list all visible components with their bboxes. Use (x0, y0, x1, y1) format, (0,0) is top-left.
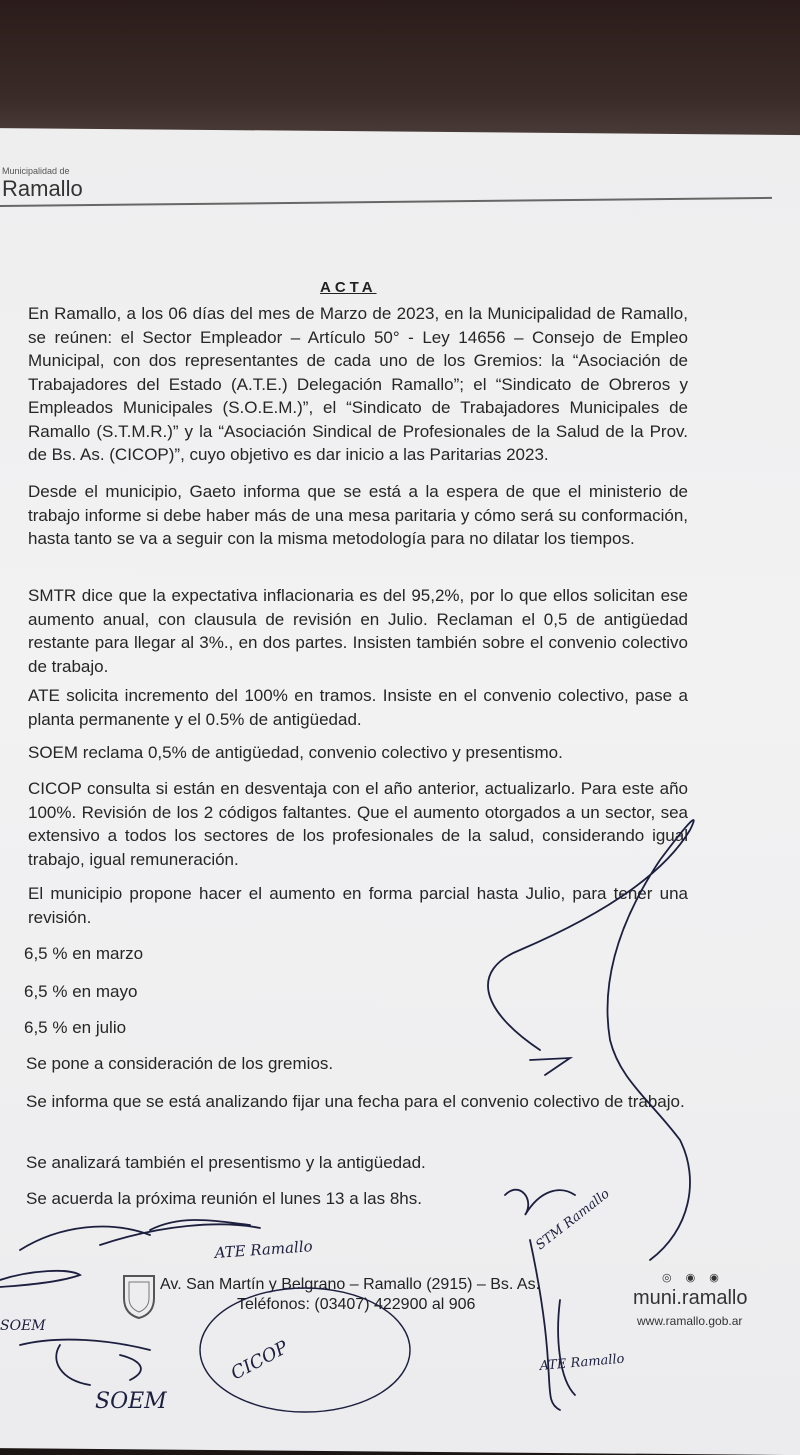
paragraph-smtr: SMTR dice que la expectativa inflacionaria es del 95,2%, por lo que ellos solicitan ese aumento anual, con clausula de revisión en Julio. Reclaman el 0,5 de antigüedad restante para llegar al 3%., en dos partes. Insisten también sobre el convenio colectivo de trabajo. (28, 586, 688, 676)
paragraph-ate: ATE solicita incremento del 100% en tramos. Insiste en el convenio colectivo, pase a planta permanente y el 0.5% de antigüedad. (28, 686, 688, 729)
increment-item: 6,5 % en mayo (24, 982, 138, 1001)
paragraph-cicop: CICOP consulta si están en desventaja con el año anterior, actualizarlo. Para este año 100%. Revisión de los 2 códigos faltantes. Que el aumento otorgados a un sector, sea extensivo a todos los sectores de los profesionales de la salud, considerando igual trabajo, igual remuneración. (28, 779, 688, 869)
paragraph-soem: SOEM reclama 0,5% de antigüedad, convenio colectivo y presentismo. (28, 743, 563, 762)
twitter-icon: ◉ (685, 1272, 710, 1284)
closing-line: Se informa que se está analizando fijar una fecha para el convenio colectivo de trabajo. (26, 1092, 685, 1111)
closing-line: Se pone a consideración de los gremios. (26, 1054, 334, 1073)
handwritten-ate-bottom: ATE Ramallo (539, 1351, 626, 1374)
handwritten-stmr: STM Ramallo (533, 1186, 613, 1254)
footer-address: Av. San Martín y Belgrano – Ramallo (2915) – Bs. As. (160, 1276, 541, 1293)
handwritten-soem-left: SOEM (0, 1318, 46, 1334)
handwritten-cicop: CICOP (227, 1336, 292, 1385)
increment-item: 6,5 % en marzo (24, 944, 144, 963)
paragraph-propuesta: El municipio propone hacer el aumento en forma parcial hasta Julio, para tener una revisión. (28, 884, 688, 927)
footer-phone: Teléfonos: (03407) 422900 al 906 (237, 1296, 476, 1313)
document-title: ACTA (320, 279, 377, 296)
handwritten-ate-left: ATE Ramallo (214, 1237, 314, 1262)
facebook-icon: ◉ (709, 1272, 733, 1284)
municipal-crest-icon (120, 1272, 158, 1320)
instagram-icon: ◎ (662, 1272, 686, 1284)
footer-brand: muni.ramallo (633, 1287, 748, 1309)
social-icons (662, 1271, 733, 1284)
increment-item: 6,5 % en julio (24, 1018, 127, 1037)
paragraph-intro: En Ramallo, a los 06 días del mes de Marzo de 2023, en la Municipalidad de Ramallo, se reúnen: el Sector Empleador – Artículo 50° - Ley 14656 – Consejo de Empleo Municipal, con dos representantes de cada uno de los Gremios: la “Asociación de Trabajadores del Estado (A.T.E.) Delegación Ramallo”; el “Sindicato de Obreros y Empleados Municipales (S.O.E.M.)”, el “Sindicato de Trabajadores Municipales de Ramallo (S.T.M.R.)” y la “Asociación Sindical de Profesionales de la Salud de la Prov. de Bs. As. (CICOP)”, cuyo objetivo es dar inicio a las Paritarias 2023. (28, 304, 688, 464)
footer-website: www.ramallo.gob.ar (637, 1314, 743, 1328)
header-subtitle: Municipalidad de (2, 166, 70, 176)
paragraph-municipio: Desde el municipio, Gaeto informa que se está a la espera de que el ministerio de trabajo informe si debe haber más de una mesa paritaria y cómo será su conformación, hasta tanto se va a seguir con la misma metodología para no dilatar los tiempos. (28, 482, 688, 548)
closing-line: Se acuerda la próxima reunión el lunes 13 a las 8hs. (26, 1189, 422, 1208)
background-surface (0, 0, 800, 140)
closing-line: Se analizará también el presentismo y la antigüedad. (26, 1153, 426, 1172)
handwritten-soem-bottom: SOEM (95, 1389, 167, 1414)
header-municipality-name: Ramallo (2, 176, 83, 201)
